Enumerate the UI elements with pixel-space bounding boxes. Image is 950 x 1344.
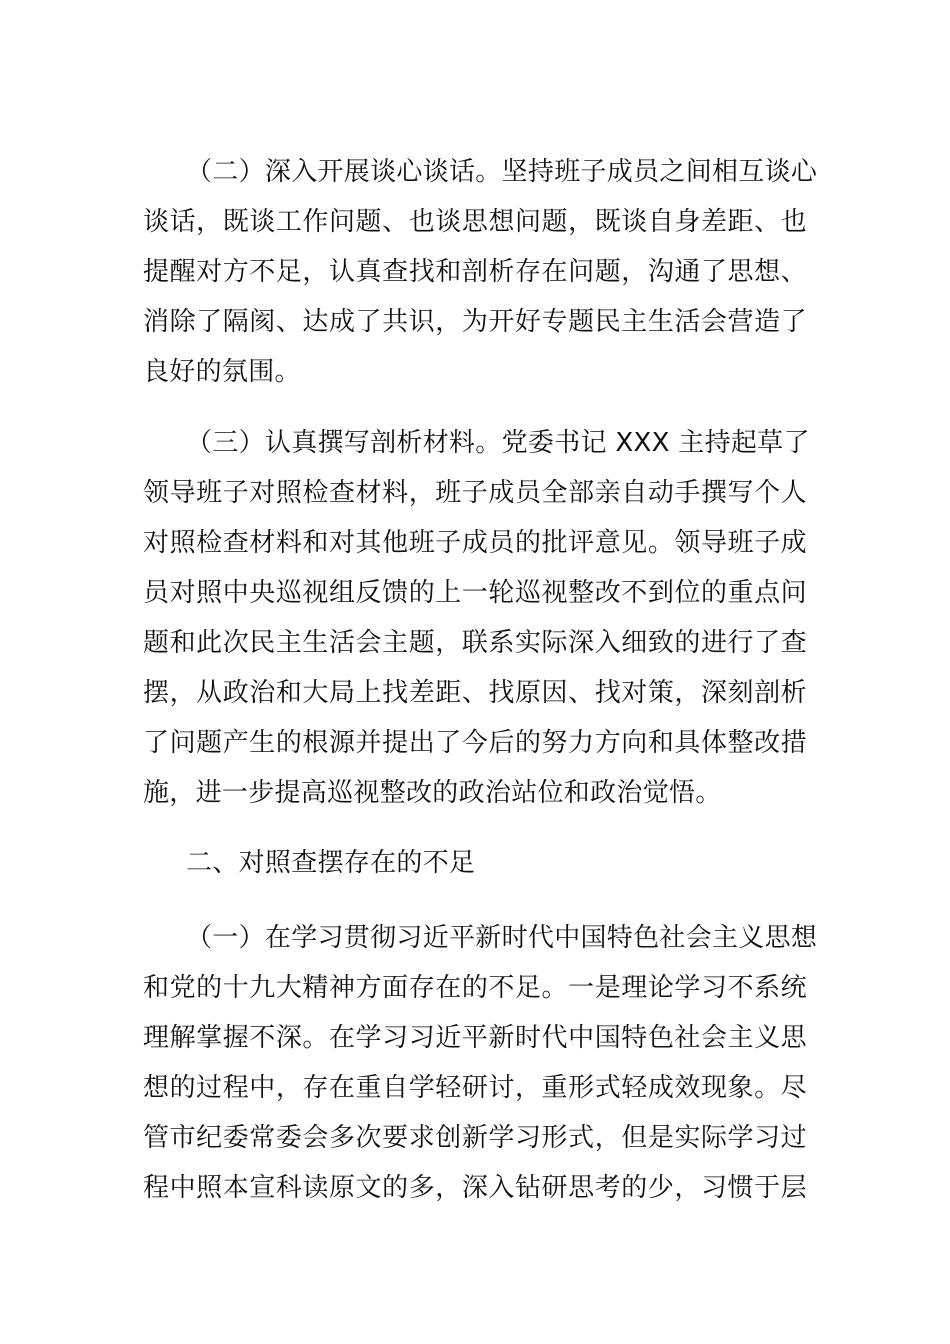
paragraph-line: 领导班子对照检查材料，班子成员全部亲自动手撰写个人 [143,478,807,508]
paragraph-line: 对照检查材料和对其他班子成员的批评意见。领导班子成 [143,528,807,558]
paragraph-line: （三）认真撰写剖析材料。党委书记 XXX 主持起草了 [186,428,810,458]
paragraph-line: （一）在学习贯彻习近平新时代中国特色社会主义思想 [186,923,818,953]
paragraph-line: 和党的十九大精神方面存在的不足。一是理论学习不系统 [143,973,807,1003]
paragraph-line: （二）深入开展谈心谈话。坚持班子成员之间相互谈心 [186,157,818,187]
paragraph-line: 管市纪委常委会多次要求创新学习形式，但是实际学习过 [143,1123,807,1153]
paragraph-line: 施，进一步提高巡视整改的政治站位和政治觉悟。 [143,778,722,808]
paragraph-line: 谈话，既谈工作问题、也谈思想问题，既谈自身差距、也 [143,207,807,237]
paragraph-line: 题和此次民主生活会主题，联系实际深入细致的进行了查 [143,628,807,658]
paragraph-line: 良好的氛围。 [143,357,301,387]
paragraph-line: 摆，从政治和大局上找差距、找原因、找对策，深刻剖析 [143,678,807,708]
section-heading: 二、对照查摆存在的不足 [186,848,476,878]
paragraph-line: 提醒对方不足，认真查找和剖析存在问题，沟通了思想、 [143,257,807,287]
paragraph-line: 想的过程中，存在重自学轻研讨，重形式轻成效现象。尽 [143,1073,807,1103]
paragraph-line: 理解掌握不深。在学习习近平新时代中国特色社会主义思 [143,1023,807,1053]
paragraph-line: 了问题产生的根源并提出了今后的努力方向和具体整改措 [143,728,807,758]
paragraph-line: 消除了隔阂、达成了共识，为开好专题民主生活会营造了 [143,307,807,337]
paragraph-line: 程中照本宣科读原文的多，深入钻研思考的少，习惯于层 [143,1173,807,1203]
paragraph-line: 员对照中央巡视组反馈的上一轮巡视整改不到位的重点问 [143,578,807,608]
